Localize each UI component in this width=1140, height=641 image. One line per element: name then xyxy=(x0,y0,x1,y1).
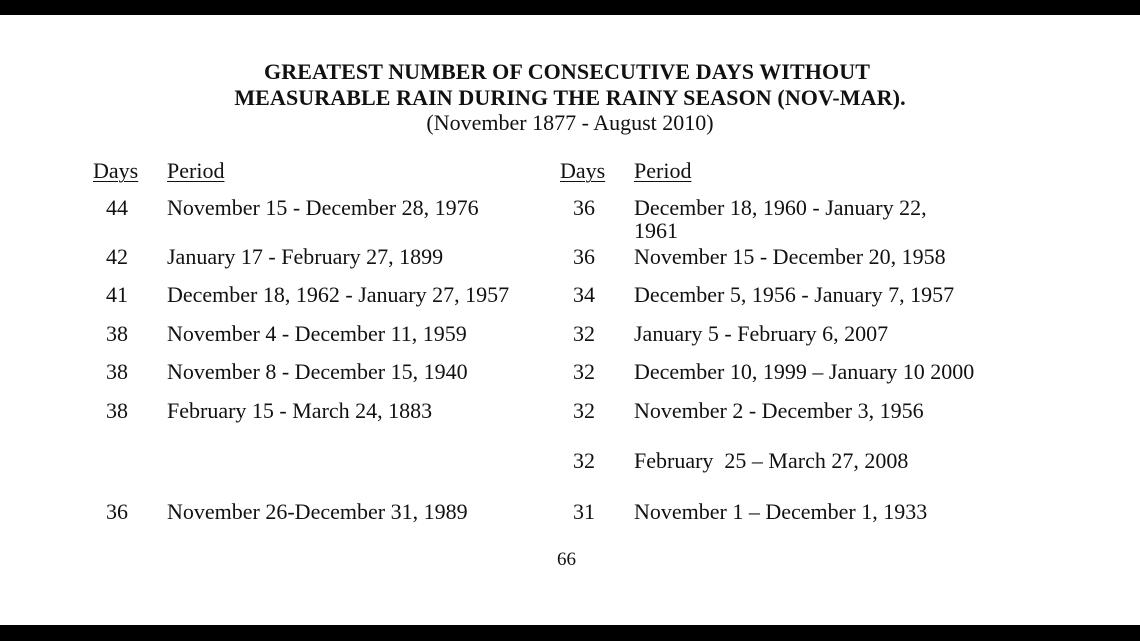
right-row-8-period: November 1 – December 1, 1933 xyxy=(634,499,928,524)
left-row-4-days: 38 xyxy=(106,321,128,346)
left-row-7-days: 36 xyxy=(106,499,128,524)
subtitle: (November 1877 - August 2010) xyxy=(426,110,714,135)
left-row-4-period: November 4 - December 11, 1959 xyxy=(167,321,467,346)
left-row-1-period: November 15 - December 28, 1976 xyxy=(167,195,479,220)
left-row-6-days: 38 xyxy=(106,398,128,423)
right-row-6-period: November 2 - December 3, 1956 xyxy=(634,398,924,423)
title-line-1: GREATEST NUMBER OF CONSECUTIVE DAYS WITHOUT xyxy=(264,59,870,84)
right-row-1-days: 36 xyxy=(573,195,595,220)
right-row-2-period: November 15 - December 20, 1958 xyxy=(634,244,946,269)
page-number: 66 xyxy=(557,549,576,570)
right-row-4-days: 32 xyxy=(573,321,595,346)
left-row-2-period: January 17 - February 27, 1899 xyxy=(167,244,444,269)
left-row-2-days: 42 xyxy=(106,244,128,269)
right-row-8-days: 31 xyxy=(573,499,595,524)
left-row-3-period: December 18, 1962 - January 27, 1957 xyxy=(167,282,510,307)
right-period-header: Period xyxy=(634,158,692,183)
right-row-5-days: 32 xyxy=(573,359,595,384)
right-row-1-period-continued: 1961 xyxy=(634,218,678,243)
title-line-2: MEASURABLE RAIN DURING THE RAINY SEASON (NOV-MAR). xyxy=(234,85,906,110)
right-row-5-period: December 10, 1999 – January 10 2000 xyxy=(634,359,975,384)
right-row-2-days: 36 xyxy=(573,244,595,269)
right-row-3-days: 34 xyxy=(573,282,595,307)
right-row-4-period: January 5 - February 6, 2007 xyxy=(634,321,889,346)
left-period-header: Period xyxy=(167,158,225,183)
left-row-5-days: 38 xyxy=(106,359,128,384)
document-page xyxy=(0,15,1140,625)
left-row-1-days: 44 xyxy=(106,195,128,220)
left-row-7-period: November 26-December 31, 1989 xyxy=(167,499,468,524)
right-row-7-period: February 25 – March 27, 2008 xyxy=(634,448,909,473)
left-days-header: Days xyxy=(93,158,139,183)
right-row-1-period: December 18, 1960 - January 22, xyxy=(634,195,927,220)
right-row-3-period: December 5, 1956 - January 7, 1957 xyxy=(634,282,955,307)
right-row-6-days: 32 xyxy=(573,398,595,423)
left-row-6-period: February 15 - March 24, 1883 xyxy=(167,398,433,423)
left-row-3-days: 41 xyxy=(106,282,128,307)
right-days-header: Days xyxy=(560,158,606,183)
left-row-5-period: November 8 - December 15, 1940 xyxy=(167,359,468,384)
right-row-7-days: 32 xyxy=(573,448,595,473)
